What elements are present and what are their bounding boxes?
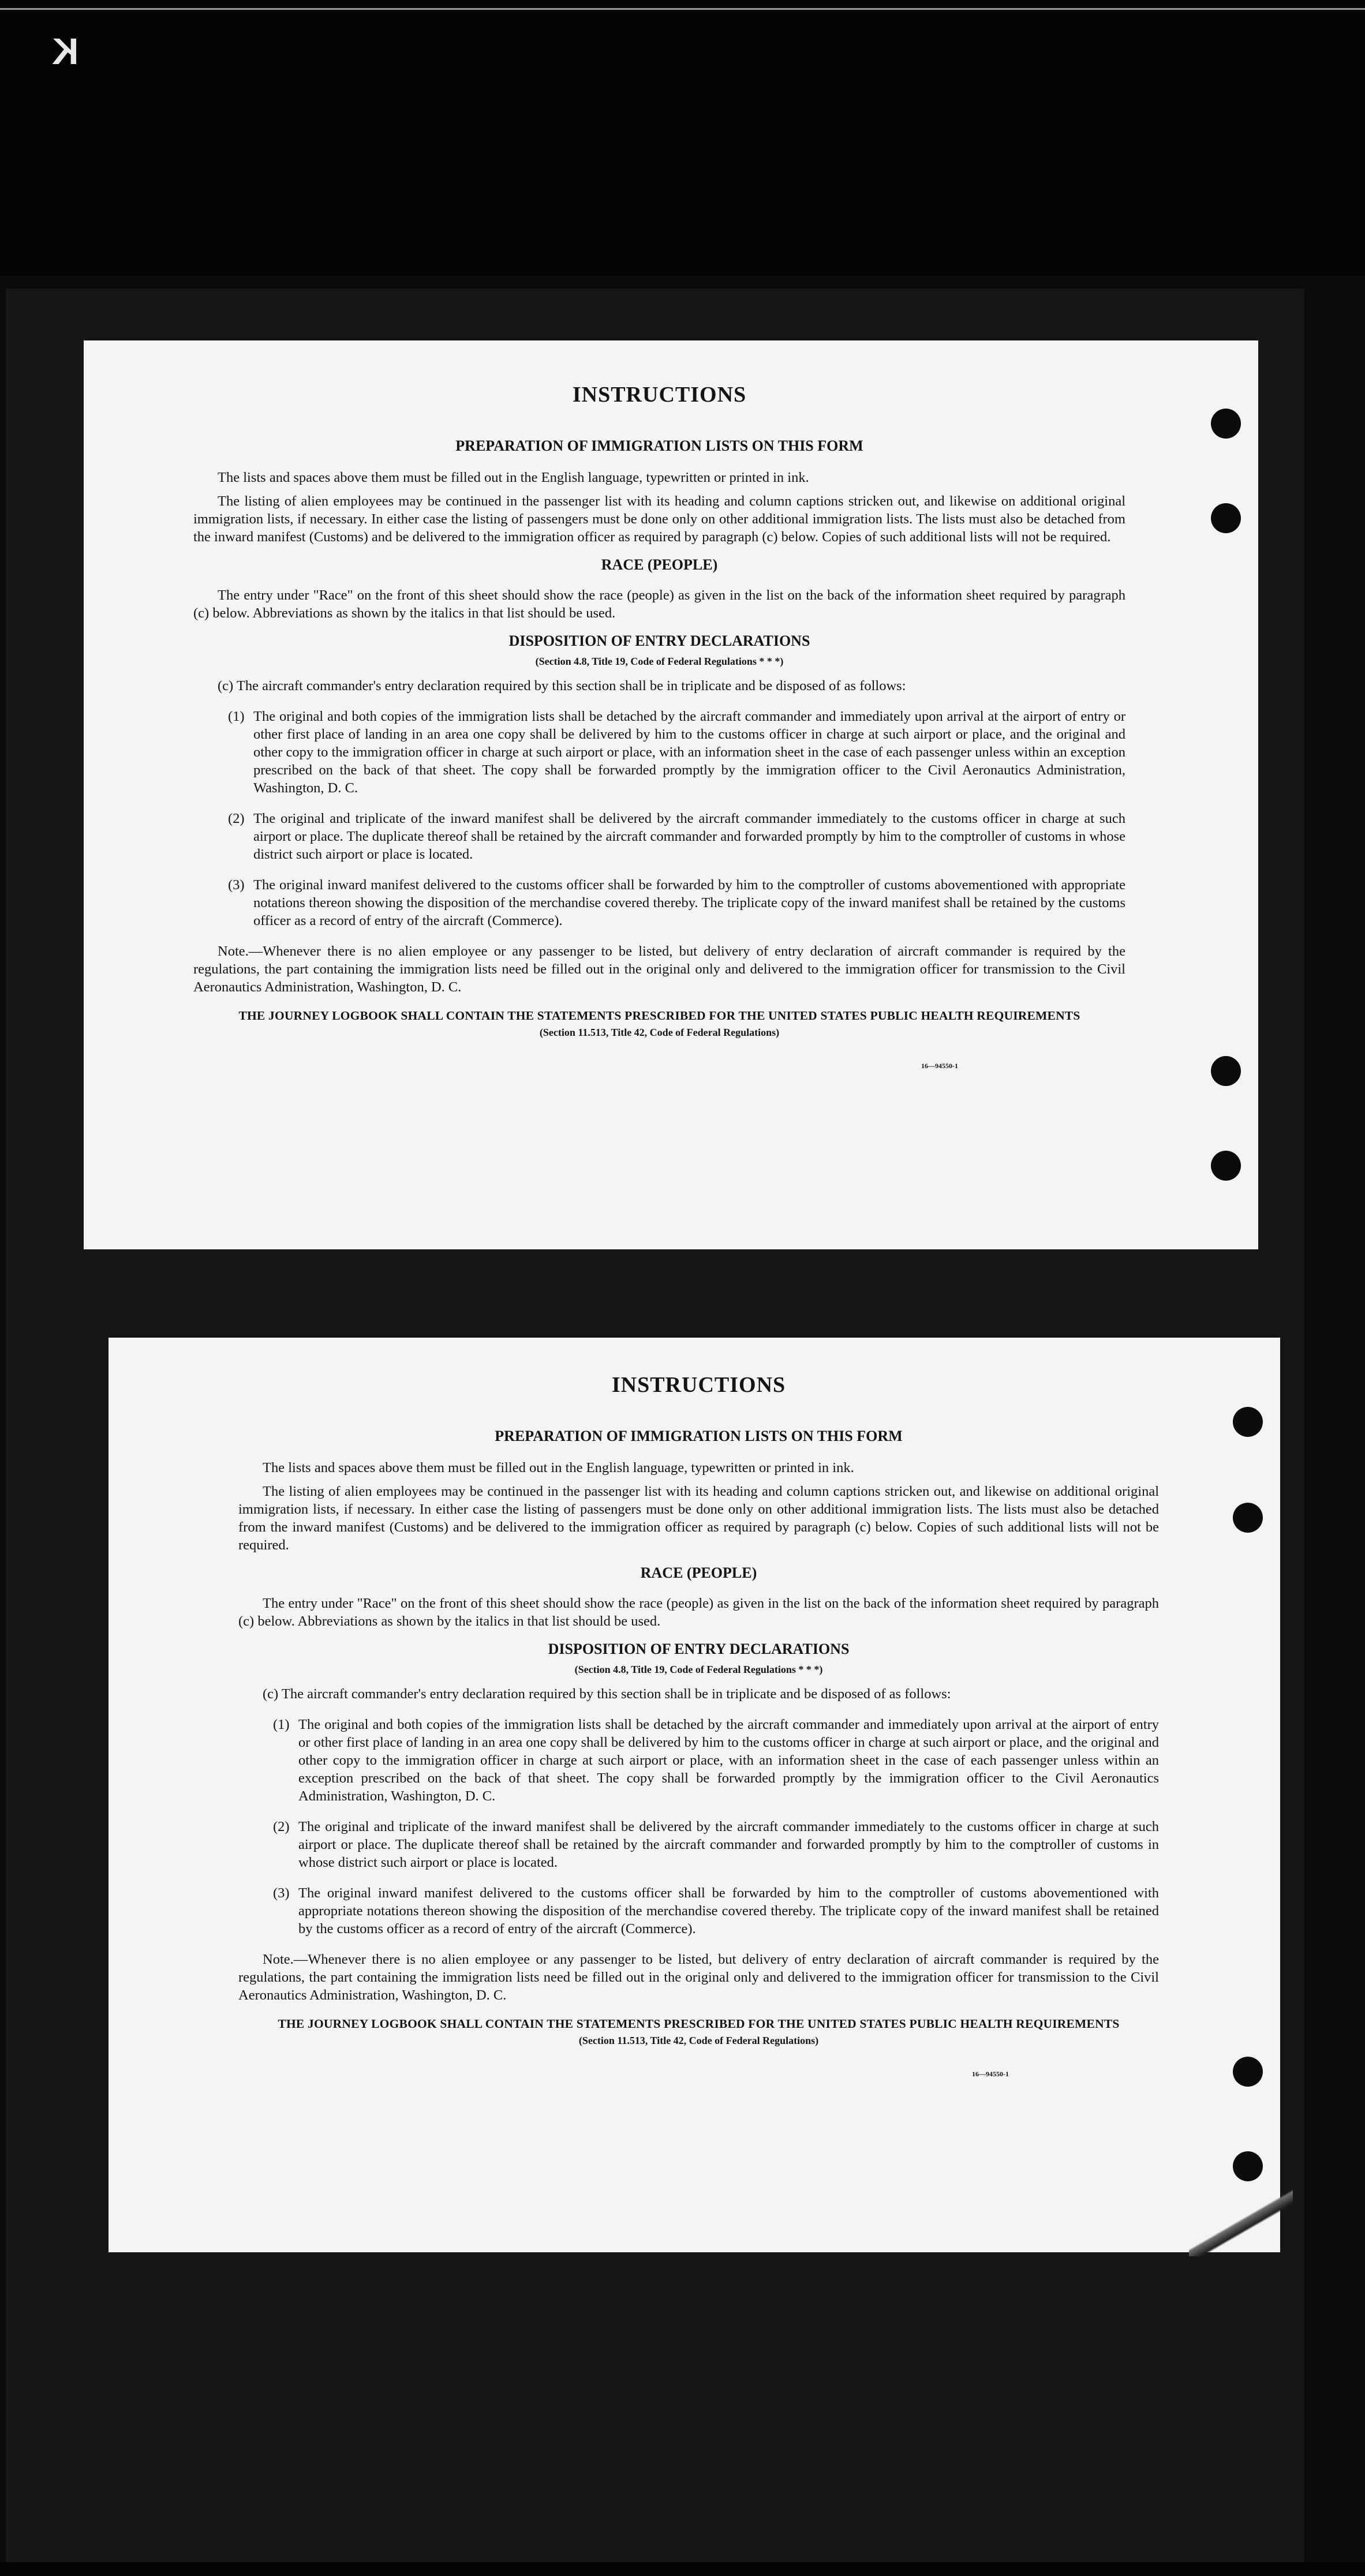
instruction-sheet-2 [109,1338,1280,2252]
instruction-sheet-1 [84,340,1258,1249]
film-edge-line [0,8,1365,10]
note-paragraph: Note.—Whenever there is no alien employee or any passenger to be listed, but delivery of entry declaration of aircraft commander is required by the regulations, the part containing the immigration lists need be filled out in the original only and delivered to the immigration officer for transmission to the Civil Aeronautics Administration, Washington, D. C. [238,1952,1159,2003]
disposition-paragraph-c: (c) The aircraft commander's entry declaration required by this section shall be in triplicate and be disposed of as follows: [218,678,906,694]
item-number: (2) [273,1819,290,1834]
film-header [0,0,1365,276]
item-text: The original and triplicate of the inward manifest shall be delivered by the aircraft commander immediately to the customs officer in charge at such airport or place. The duplicate thereof shall be retained by the aircraft commander and forwarded promptly by him to the comptroller of customs in whose district such airport or place is located. [298,1819,1159,1870]
form-number: 16—94550-1 [921,1062,958,1070]
film-frame-mark: K [52,31,79,72]
film-footer [0,2562,1365,2576]
form-number: 16—94550-1 [972,2070,1009,2078]
preparation-heading: PREPARATION OF IMMIGRATION LISTS ON THIS FORM [495,1428,903,1444]
disposition-item-1 [273,1716,1159,1805]
item-text: The original and both copies of the immigration lists shall be detached by the aircraft commander and immediately upon arrival at the airport of entry or other first place of landing in an area one copy shall be delivered by him to the customs officer in charge at such airport or place, and the original and other copy to the immigration officer in charge at such airport or place, with an information sheet in the case of each passenger unless within an exception prescribed on the back of that sheet. The copy shall be forwarded promptly by the immigration officer to the Civil Aeronautics Administration, Washington, D. C. [253,709,1125,796]
preparation-paragraph-1: The lists and spaces above them must be filled out in the English language, typewritten or printed in ink. [218,470,809,485]
public-health-statement: THE JOURNEY LOGBOOK SHALL CONTAIN THE STATEMENTS PRESCRIBED FOR THE UNITED STATES PUBLIC HEALTH REQUIREMENTS [238,1009,1080,1023]
item-number: (3) [228,877,245,893]
public-health-citation: (Section 11.513, Title 42, Code of Federal Regulations) [578,2035,819,2046]
punch-hole [1211,409,1241,439]
race-heading: RACE (PEOPLE) [601,556,718,573]
item-text: The original inward manifest delivered to the customs officer shall be forwarded by him to the comptroller of customs abovementioned with appropriate notations thereon showing the disposition of the merchandise covered thereby. The triplicate copy of the inward manifest shall be retained by the customs officer as a record of entry of the aircraft (Commerce). [253,877,1125,928]
disposition-heading: DISPOSITION OF ENTRY DECLARATIONS [548,1641,850,1657]
public-health-citation: (Section 11.513, Title 42, Code of Federal Regulations) [539,1027,780,1038]
punch-hole [1211,1151,1241,1181]
punch-hole [1233,1407,1263,1437]
item-number: (1) [228,709,245,724]
note-paragraph: Note.—Whenever there is no alien employee or any passenger to be listed, but delivery of entry declaration of aircraft commander is required by the regulations, the part containing the immigration lists need be filled out in the original only and delivered to the immigration officer for transmission to the Civil Aeronautics Administration, Washington, D. C. [193,943,1125,995]
preparation-heading: PREPARATION OF IMMIGRATION LISTS ON THIS FORM [455,437,863,454]
disposition-paragraph-c: (c) The aircraft commander's entry declaration required by this section shall be in triplicate and be disposed of as follows: [263,1686,951,1702]
page-corner-curl [1189,2187,1293,2256]
item-number: (1) [273,1717,290,1732]
sheet-title: INSTRUCTIONS [611,1373,786,1397]
race-heading: RACE (PEOPLE) [640,1564,757,1581]
punch-hole [1211,503,1241,533]
punch-hole [1233,2151,1263,2181]
public-health-statement: THE JOURNEY LOGBOOK SHALL CONTAIN THE STATEMENTS PRESCRIBED FOR THE UNITED STATES PUBLIC HEALTH REQUIREMENTS [278,2017,1120,2031]
item-number: (3) [273,1885,290,1901]
disposition-citation: (Section 4.8, Title 19, Code of Federal Regulations * * *) [535,656,784,667]
disposition-item-3 [273,1884,1159,1938]
disposition-item-1 [228,707,1125,797]
item-text: The original inward manifest delivered to the customs officer shall be forwarded by him to the comptroller of customs abovementioned with appropriate notations thereon showing the disposition of the merchandise covered thereby. The triplicate copy of the inward manifest shall be retained by the customs officer as a record of entry of the aircraft (Commerce). [298,1885,1159,1937]
sheet-title: INSTRUCTIONS [572,383,747,407]
disposition-heading: DISPOSITION OF ENTRY DECLARATIONS [508,632,810,649]
disposition-citation: (Section 4.8, Title 19, Code of Federal Regulations * * *) [574,1664,823,1675]
preparation-paragraph-2: The listing of alien employees may be continued in the passenger list with its heading and column captions stricken out, and likewise on additional original immigration lists, if necessary. In either case the listing of passengers must be done only on other additional immigration lists. The lists must also be detached from the inward manifest (Customs) and be delivered to the immigration officer as required by paragraph (c) below. Copies of such additional lists will not be required. [193,493,1125,545]
disposition-item-3 [228,876,1125,930]
disposition-item-2 [228,810,1125,863]
item-text: The original and triplicate of the inward manifest shall be delivered by the aircraft commander immediately to the customs officer in charge at such airport or place. The duplicate thereof shall be retained by the aircraft commander and forwarded promptly by him to the comptroller of customs in whose district such airport or place is located. [253,811,1125,862]
punch-hole [1211,1056,1241,1086]
item-number: (2) [228,811,245,826]
race-paragraph: The entry under "Race" on the front of this sheet should show the race (people) as given in the list on the back of the information sheet required by paragraph (c) below. Abbreviations as shown by the italics in that list should be used. [193,587,1125,621]
race-paragraph: The entry under "Race" on the front of this sheet should show the race (people) as given in the list on the back of the information sheet required by paragraph (c) below. Abbreviations as shown by the italics in that list should be used. [238,1596,1159,1629]
punch-hole [1233,1503,1263,1533]
disposition-item-2 [273,1818,1159,1871]
item-text: The original and both copies of the immigration lists shall be detached by the aircraft commander and immediately upon arrival at the airport of entry or other first place of landing in an area one copy shall be delivered by him to the customs officer in charge at such airport or place, and the original and other copy to the immigration officer in charge at such airport or place, with an information sheet in the case of each passenger unless within an exception prescribed on the back of that sheet. The copy shall be forwarded promptly by the immigration officer to the Civil Aeronautics Administration, Washington, D. C. [298,1717,1159,1804]
preparation-paragraph-2: The listing of alien employees may be continued in the passenger list with its heading and column captions stricken out, and likewise on additional original immigration lists, if necessary. In either case the listing of passengers must be done only on other additional immigration lists. The lists must also be detached from the inward manifest (Customs) and be delivered to the immigration officer as required by paragraph (c) below. Copies of such additional lists will not be required. [238,1484,1159,1553]
punch-hole [1233,2057,1263,2087]
preparation-paragraph-1: The lists and spaces above them must be filled out in the English language, typewritten or printed in ink. [263,1460,854,1476]
